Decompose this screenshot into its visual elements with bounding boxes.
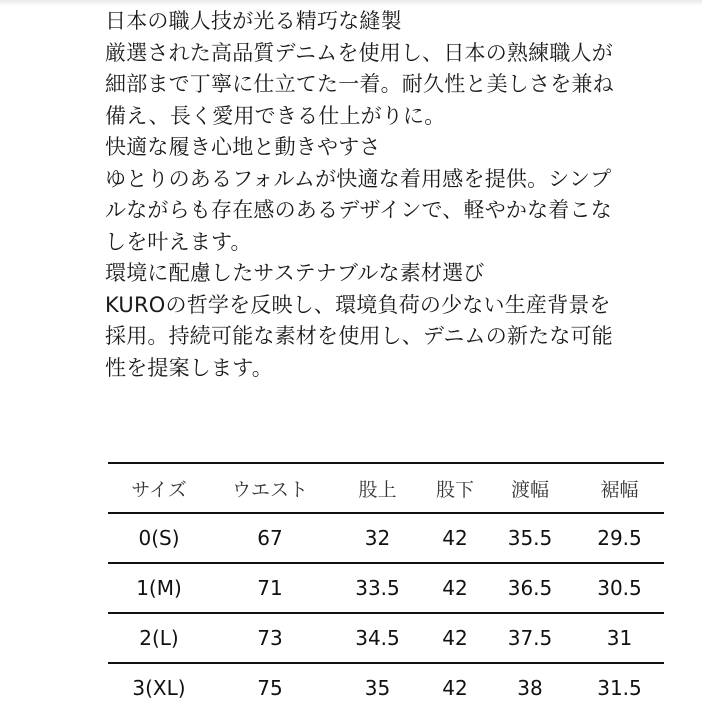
product-description	[105, 6, 665, 384]
cell-inseam: 42	[425, 613, 485, 663]
cell-thigh-width: 37.5	[485, 613, 575, 663]
size-chart-table	[108, 462, 664, 712]
description-line: 厳選された高品質デニムを使用し、日本の熟練職人が	[105, 40, 613, 65]
description-line: 性を提案します。	[105, 355, 273, 380]
cell-rise: 35	[364, 676, 391, 700]
header-rise: 股上	[330, 463, 425, 513]
table-row	[108, 563, 664, 613]
cell-thigh-width: 38	[517, 676, 543, 700]
cell-inseam: 42	[425, 513, 485, 563]
cell-waist: 75	[257, 676, 283, 700]
cell-size: 3(XL)	[132, 676, 186, 700]
feature-heading-comfort: 快適な履き心地と動きやすさ	[105, 135, 381, 159]
header-thigh-width: 渡幅	[485, 463, 575, 513]
header-size: サイズ	[108, 463, 210, 513]
description-line: しを叶えます。	[105, 229, 252, 254]
cell-rise: 34.5	[330, 613, 425, 663]
table-header-row	[108, 463, 664, 513]
feature-heading-sustainability: 環境に配慮したサステナブルな素材選び	[105, 261, 485, 285]
header-hem-width: 裾幅	[575, 463, 664, 513]
cell-rise: 33.5	[330, 563, 425, 613]
description-line: ゆとりのあるフォルムが快適な着用感を提供。シンプ	[105, 166, 612, 191]
cell-size: 0(S)	[108, 513, 210, 563]
description-line: ルながらも存在感のあるデザインで、軽やかな着こな	[105, 198, 612, 222]
cell-size: 1(M)	[108, 563, 210, 613]
cell-waist: 67	[210, 513, 330, 563]
feature-heading-craftsmanship: 日本の職人技が光る精巧な縫製	[105, 9, 402, 33]
cell-waist: 71	[210, 563, 330, 613]
table-row	[108, 613, 664, 663]
cell-rise: 32	[330, 513, 425, 563]
cell-hem-width: 31	[575, 613, 664, 663]
description-line: 細部まで丁寧に仕立てた一着。耐久性と美しさを兼ね	[105, 72, 614, 96]
table-row	[108, 513, 664, 563]
cell-hem-width: 30.5	[575, 563, 664, 613]
description-line: 採用。持続可能な素材を使用し、デニムの新たな可能	[105, 324, 613, 348]
cell-waist: 73	[210, 613, 330, 663]
description-line: 備え、長く愛用できる仕上がりに。	[105, 103, 446, 128]
cell-hem-width: 29.5	[575, 513, 664, 563]
cell-inseam: 42	[442, 676, 468, 700]
cell-hem-width: 31.5	[597, 676, 642, 700]
description-line: KUROの哲学を反映し、環境負荷の少ない生産背景を	[105, 292, 611, 317]
header-inseam: 股下	[425, 463, 485, 513]
header-waist: ウエスト	[210, 463, 330, 513]
cell-thigh-width: 35.5	[485, 513, 575, 563]
table-row	[108, 663, 664, 712]
cell-size: 2(L)	[108, 613, 210, 663]
cell-inseam: 42	[425, 563, 485, 613]
cell-thigh-width: 36.5	[485, 563, 575, 613]
